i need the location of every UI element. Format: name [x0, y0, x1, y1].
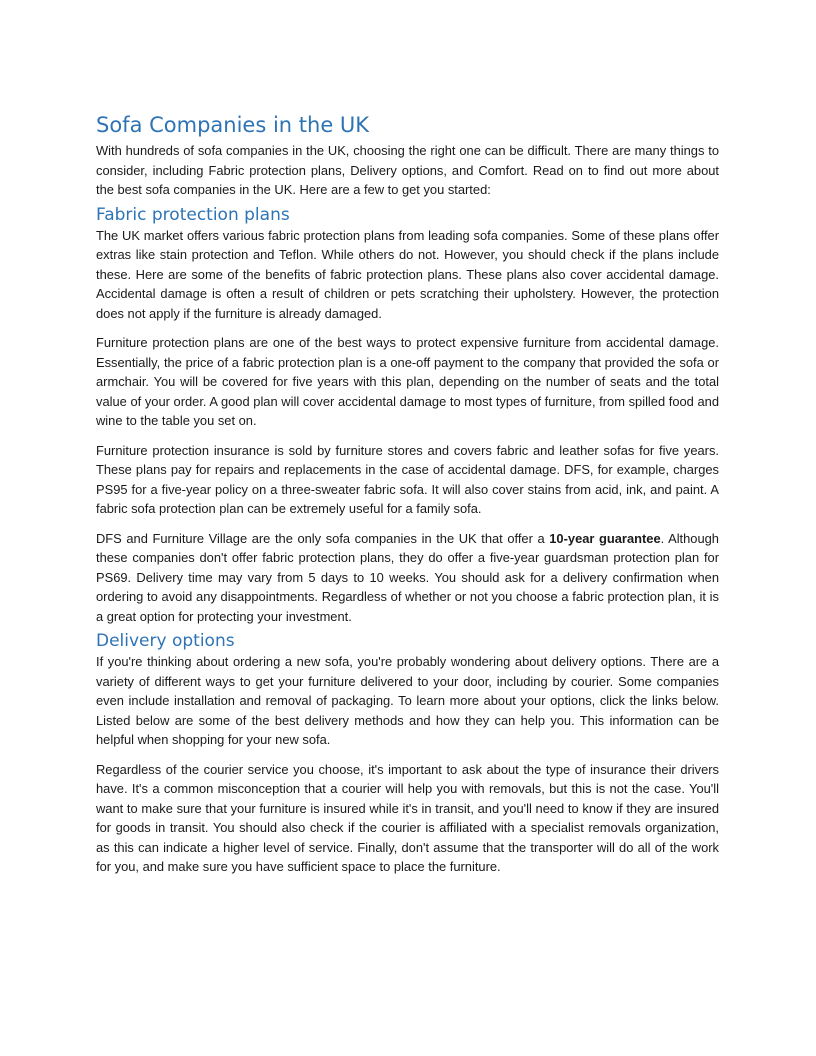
guarantee-emphasis: 10-year guarantee: [549, 530, 661, 546]
fabric-paragraph-1: The UK market offers various fabric protection plans from leading sofa companies. Some of these plans offer extras like stain protection and Teflon. While others do not. However, you should check if the plans include these. Here are some of the benefits of fabric protection plans. These plans also cover accidental damage. Accidental damage is often a result of children or pets scratching their upholstery. However, the protection does not apply if the furniture is already damaged.: [96, 227, 719, 321]
fabric-paragraph-4-end: . Although these companies don't offer fabric protection plans, they do offer a five-year guardsman protection plan for PS69. Delivery time may vary from 5 days to 10 weeks. You should ask for a delivery confirmation when ordering to avoid any disappointments. Regardless of whether or not you choose a fabric protection plan, it is a great option for protecting your investment.: [96, 530, 719, 624]
delivery-paragraph-2: Regardless of the courier service you choose, it's important to ask about the type of insurance their drivers have. It's a common misconception that a courier will help you with removals, but this is not the case. You'll want to make sure that your furniture is insured while it's in transit, and you'll need to know if they are insured for goods in transit. You should also check if the courier is affiliated with a specialist removals organization, as this can indicate a higher level of service. Finally, don't assume that the transporter will do all of the work for you, and make sure you have sufficient space to place the furniture.: [96, 761, 719, 874]
fabric-paragraph-2: Furniture protection plans are one of the best ways to protect expensive furniture from accidental damage. Essentially, the price of a fabric protection plan is a one-off payment to the company that provided the sofa or armchair. You will be covered for five years with this plan, depending on the number of seats and the total value of your order. A good plan will cover accidental damage to most types of furniture, from spilled food and wine to the table you set on.: [96, 335, 719, 428]
fabric-paragraph-3: Furniture protection insurance is sold by furniture stores and covers fabric and leather sofas for five years. These plans pay for repairs and replacements in the case of accidental damage. DFS, for example, charges PS95 for a five-year policy on a three-sweater fabric sofa. It will also cover stains from acid, ink, and paint. A fabric sofa protection plan can be extremely useful for a family sofa.: [96, 442, 719, 516]
delivery-paragraph-1: If you're thinking about ordering a new sofa, you're probably wondering about delivery options. There are a variety of different ways to get your furniture delivered to your door, including by courier. Some companies even include installation and removal of packaging. To learn more about your options, click the links below. Listed below are some of the best delivery methods and how they can help you. This information can be helpful when shopping for your new sofa.: [96, 654, 719, 747]
fabric-paragraph-4: [96, 529, 719, 627]
fabric-paragraph-4-start: DFS and Furniture Village are the only sofa companies in the UK that offer a: [96, 530, 550, 546]
delivery-options-heading: Delivery options: [96, 631, 235, 651]
page-title: Sofa Companies in the UK: [96, 113, 370, 137]
intro-paragraph: With hundreds of sofa companies in the UK, choosing the right one can be difficult. There are many things to consider, including Fabric protection plans, Delivery options, and Comfort. Read on to find out more about the best sofa companies in the UK. Here are a few to get you started:: [96, 143, 719, 197]
document-page: [96, 110, 719, 887]
fabric-protection-heading: Fabric protection plans: [96, 204, 290, 225]
